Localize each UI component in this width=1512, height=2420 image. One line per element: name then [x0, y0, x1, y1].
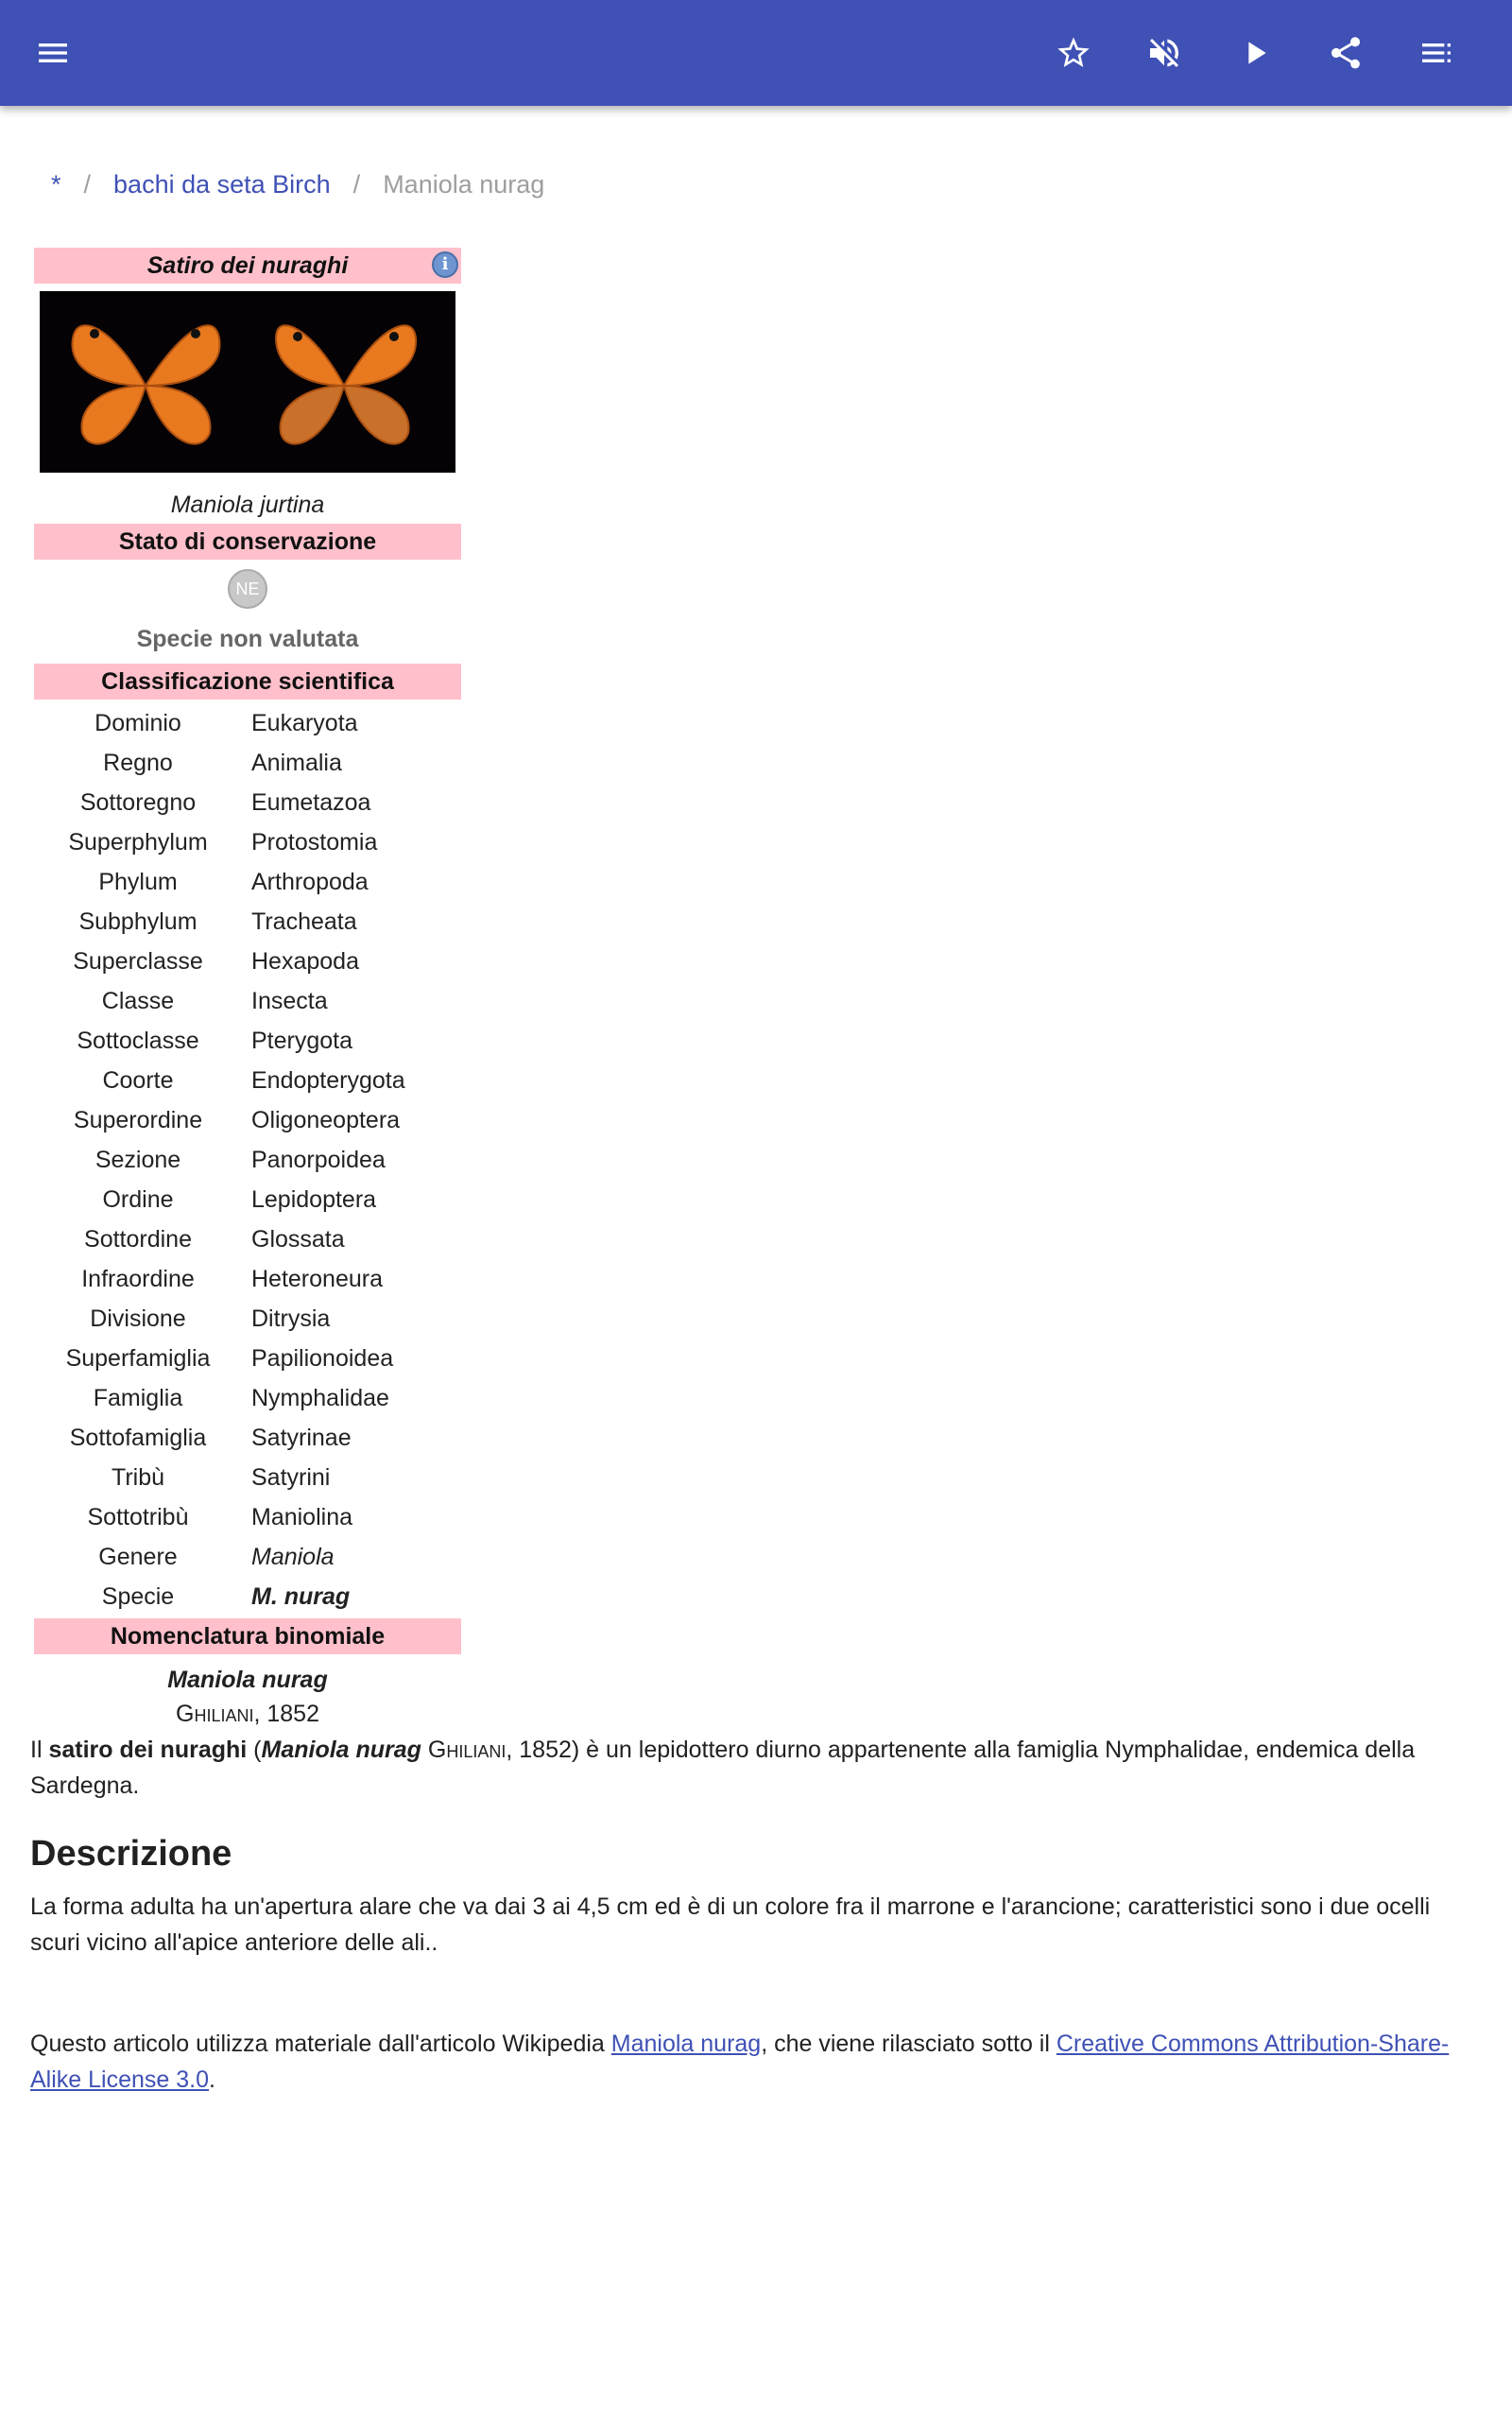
taxonomy-row [34, 1180, 461, 1219]
license-footer [30, 2026, 1486, 2098]
taxonomy-rank[interactable]: Sottordine [84, 1226, 192, 1253]
taxonomy-row [34, 1418, 461, 1458]
author-name: Ghiliani [176, 1701, 254, 1727]
taxonomy-value[interactable]: Panorpoidea [251, 1147, 386, 1173]
taxonomy-value[interactable]: Maniolina [251, 1504, 353, 1530]
taxonomy-rank[interactable]: Sezione [94, 1147, 181, 1173]
taxonomy-rank[interactable]: Famiglia [93, 1385, 183, 1411]
taxonomy-value[interactable]: Satyrinae [251, 1425, 352, 1451]
footer-text: . [209, 2066, 215, 2093]
taxonomy-rank[interactable]: Superordine [73, 1107, 203, 1133]
taxonomy-rank[interactable]: Coorte [102, 1067, 174, 1094]
taxonomy-rank[interactable]: Divisione [90, 1305, 186, 1332]
menu-icon[interactable] [26, 26, 79, 79]
binomial-name: Maniola nurag [167, 1667, 328, 1693]
share-icon[interactable] [1319, 26, 1372, 79]
section-heading-descrizione: Descrizione [30, 1834, 232, 1874]
taxonomy-rank[interactable]: Subphylum [78, 908, 198, 935]
taxonomy-row [34, 1259, 461, 1299]
footer-text: , che viene rilasciato sotto il [761, 2031, 1057, 2057]
image-caption: Maniola jurtina [170, 492, 325, 518]
intro-text: ( [247, 1737, 262, 1763]
taxonomy-rank[interactable]: Sottotribù [87, 1504, 189, 1530]
taxonomy-row [34, 1061, 461, 1100]
taxonomy-value[interactable]: Protostomia [251, 829, 378, 856]
intro-paragraph [30, 1732, 1486, 1804]
binomial-header: Nomenclatura binomiale [34, 1618, 461, 1654]
play-icon[interactable] [1228, 26, 1281, 79]
taxonomy-rank[interactable]: Superclasse [73, 948, 203, 975]
taxonomy-value[interactable]: Glossata [251, 1226, 345, 1253]
taxonomy-value[interactable]: Arthropoda [251, 869, 369, 895]
taxonomy-rank[interactable]: Regno [103, 750, 173, 776]
taxonomy-row [34, 981, 461, 1021]
taxonomy-value[interactable]: Insecta [251, 988, 328, 1014]
taxonomy-row [34, 1339, 461, 1378]
taxonomy-value[interactable]: Papilionoidea [251, 1345, 394, 1372]
taxonomy-row [34, 1140, 461, 1180]
taxonomy-rank[interactable]: Sottoclasse [77, 1028, 199, 1054]
taxonomy-value[interactable]: Tracheata [251, 908, 357, 935]
source-article-link[interactable]: Maniola nurag [610, 2031, 762, 2057]
conservation-badge[interactable]: NE [228, 569, 267, 609]
taxonomy-row [34, 1100, 461, 1140]
taxonomy-row [34, 703, 461, 743]
taxonomy-rank[interactable]: Sottofamiglia [69, 1425, 207, 1451]
infobox [34, 248, 461, 1730]
license-link[interactable]: Creative Commons Attribution-Share-Alike License 3.0 [30, 2031, 1450, 2093]
taxonomy-rank[interactable]: Classe [101, 988, 175, 1014]
taxonomy-rank[interactable]: Ordine [102, 1186, 174, 1213]
taxonomy-row [34, 783, 461, 822]
butterfly-image[interactable] [40, 291, 455, 473]
info-icon[interactable]: i [432, 251, 458, 278]
breadcrumb [51, 170, 544, 199]
taxonomy-value[interactable]: Eumetazoa [251, 789, 371, 816]
taxonomy-table [34, 703, 461, 1616]
app-bar [0, 0, 1512, 106]
taxonomy-value[interactable]: Nymphalidae [251, 1385, 389, 1411]
breadcrumb-separator: / [83, 170, 92, 199]
taxonomy-value[interactable]: Eukaryota [251, 710, 358, 736]
taxonomy-rank[interactable]: Tribù [111, 1464, 165, 1491]
taxonomy-row [34, 862, 461, 902]
taxonomy-row [34, 1021, 461, 1061]
intro-text: , 1852) è un lepidottero diurno appartenente alla famiglia Nymphalidae, endemica della Sardegna. [30, 1737, 1416, 1799]
taxonomy-rank[interactable]: Sottoregno [79, 789, 197, 816]
taxonomy-value[interactable]: Satyrini [251, 1464, 331, 1491]
taxonomy-value[interactable]: Lepidoptera [251, 1186, 377, 1213]
taxonomy-rank[interactable]: Phylum [98, 869, 178, 895]
footer-text: Questo articolo utilizza materiale dall'articolo Wikipedia [30, 2031, 611, 2057]
taxonomy-rank[interactable]: Genere [98, 1544, 178, 1570]
taxonomy-value[interactable]: Animalia [251, 750, 342, 776]
intro-author: Ghiliani [421, 1737, 507, 1763]
taxonomy-rank[interactable]: Infraordine [81, 1266, 195, 1292]
taxonomy-row [34, 902, 461, 942]
infobox-title: Satiro dei nuraghi [146, 252, 349, 279]
taxonomy-rank[interactable]: Dominio [94, 710, 181, 736]
taxonomy-rank[interactable]: Superfamiglia [65, 1345, 211, 1372]
taxonomy-value[interactable]: Hexapoda [251, 948, 359, 975]
intro-scientific-name: Maniola nurag [261, 1737, 421, 1763]
classification-header: Classificazione scientifica [34, 664, 461, 700]
taxonomy-row [34, 822, 461, 862]
taxonomy-row [34, 1497, 461, 1537]
breadcrumb-home[interactable]: * [51, 170, 61, 199]
conservation-header: Stato di conservazione [34, 524, 461, 560]
taxonomy-value[interactable]: Heteroneura [251, 1266, 383, 1292]
breadcrumb-parent[interactable]: bachi da seta Birch [113, 170, 331, 199]
intro-bold-name: satiro dei nuraghi [48, 1737, 248, 1763]
taxonomy-row [34, 942, 461, 981]
taxonomy-row [34, 1458, 461, 1497]
star-icon[interactable] [1047, 26, 1100, 79]
taxonomy-value[interactable]: Endopterygota [251, 1067, 405, 1094]
infobox-title-row [34, 248, 461, 284]
taxonomy-row [34, 1577, 461, 1616]
intro-text: Il [30, 1737, 49, 1763]
breadcrumb-separator: / [352, 170, 361, 199]
playlist-icon[interactable] [1410, 26, 1463, 79]
taxonomy-row [34, 1299, 461, 1339]
taxonomy-value[interactable]: Oligoneoptera [251, 1107, 401, 1133]
taxonomy-row [34, 1219, 461, 1259]
taxonomy-row [34, 1537, 461, 1577]
taxonomy-value[interactable]: Ditrysia [251, 1305, 331, 1332]
taxonomy-value[interactable]: M. nurag [251, 1583, 351, 1610]
author-year: , 1852 [253, 1701, 319, 1727]
taxonomy-value[interactable]: Pterygota [251, 1028, 353, 1054]
taxonomy-rank[interactable]: Superphylum [68, 829, 208, 856]
binomial-authority [34, 1698, 461, 1730]
breadcrumb-current: Maniola nurag [383, 170, 545, 199]
description-text: La forma adulta ha un'apertura alare che va dai 3 ai 4,5 cm ed è di un colore fra il marrone e l'arancione; caratteristici sono i due ocelli scuri vicino all'apice anteriore delle ali.. [30, 1893, 1431, 1956]
taxonomy-row [34, 1378, 461, 1418]
volume-off-icon[interactable] [1138, 26, 1191, 79]
taxonomy-value[interactable]: Maniola [251, 1544, 335, 1570]
taxonomy-row [34, 743, 461, 783]
conservation-status[interactable]: Specie non valutata [136, 626, 359, 652]
taxonomy-rank[interactable]: Specie [101, 1583, 175, 1610]
